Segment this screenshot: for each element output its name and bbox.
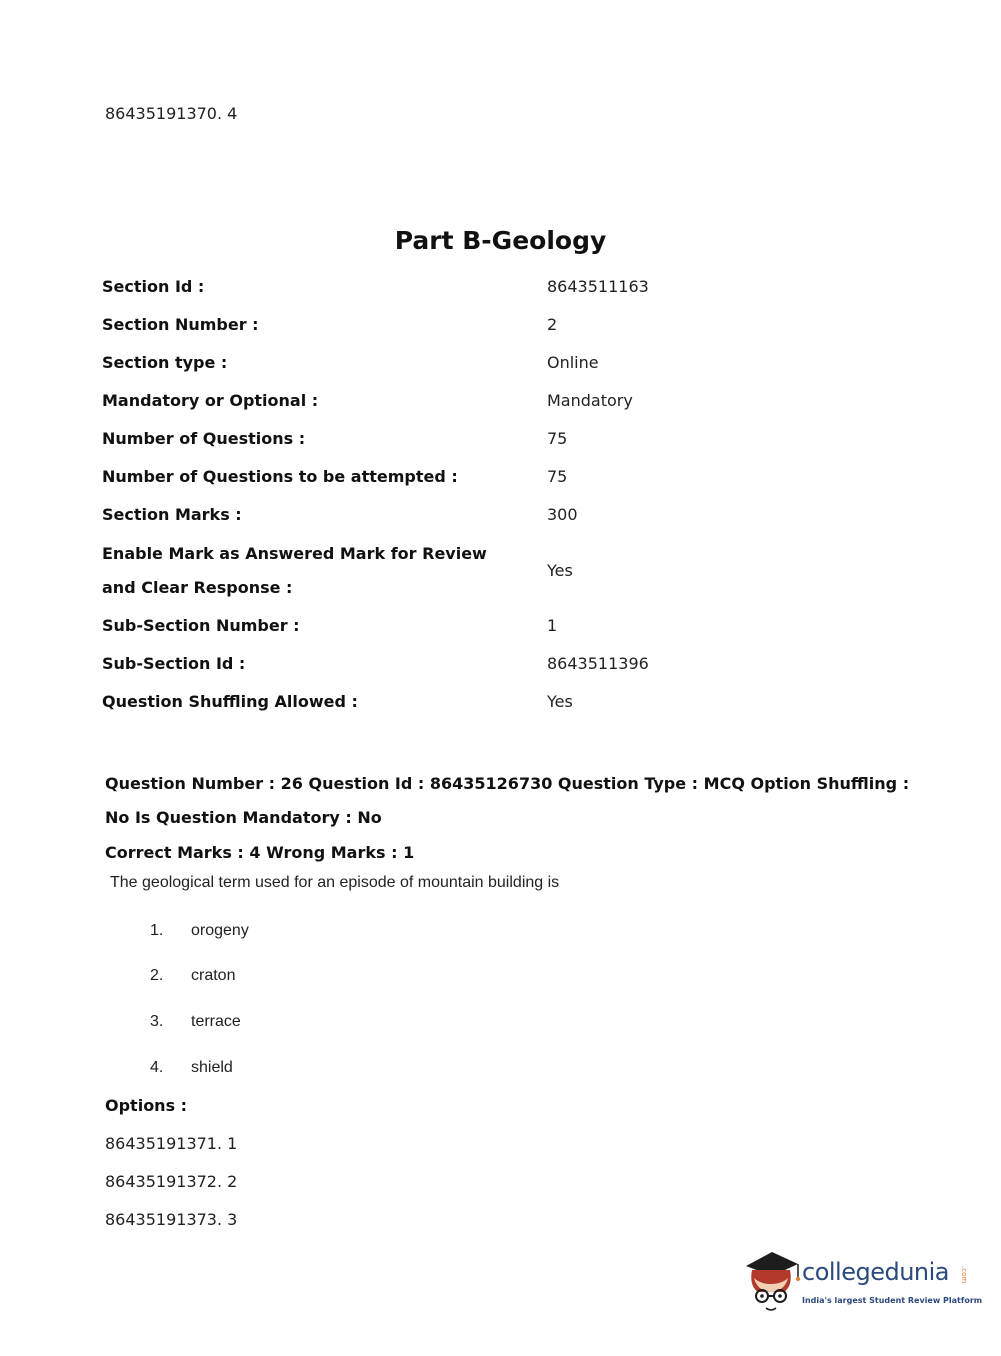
row-label: Sub-Section Number :: [102, 616, 300, 635]
row-value: 8643511163: [547, 277, 649, 296]
choice-text: orogeny: [191, 922, 249, 939]
choice-text: shield: [191, 1059, 233, 1076]
option-id: 86435191372. 2: [105, 1172, 238, 1191]
row-label: Mandatory or Optional :: [102, 391, 319, 410]
options-label: Options :: [105, 1096, 188, 1115]
row-value: Online: [547, 353, 599, 372]
row-value: 1: [547, 616, 558, 635]
choice-text: craton: [191, 967, 236, 984]
row-label: Section Number :: [102, 315, 259, 334]
choice-number: 2.: [150, 967, 164, 984]
logo-tagline: India's largest Student Review Platform: [802, 1296, 983, 1305]
part-title: Part B-Geology: [394, 226, 607, 255]
row-label: Number of Questions to be attempted :: [102, 467, 458, 486]
question-marks: Correct Marks : 4 Wrong Marks : 1: [105, 843, 415, 862]
option-id: 86435191373. 3: [105, 1210, 238, 1229]
row-value: Mandatory: [547, 391, 633, 410]
row-label: Section Marks :: [102, 505, 242, 524]
row-value: 2: [547, 315, 558, 334]
question-header: Question Number : 26 Question Id : 86435126730 Question Type : MCQ Option Shuffling : No Is Question Mandatory : No: [105, 774, 910, 827]
row-label: Question Shuffling Allowed :: [102, 692, 358, 711]
row-label: Section Id :: [102, 277, 205, 296]
row-value: Yes: [547, 692, 573, 711]
choice-number: 1.: [150, 922, 164, 939]
row-label: Enable Mark as Answered Mark for Review and Clear Response :: [102, 544, 487, 597]
row-value: 75: [547, 467, 568, 486]
top-option-id: 86435191370. 4: [105, 104, 238, 123]
row-value: 75: [547, 429, 568, 448]
row-value: 8643511396: [547, 654, 649, 673]
row-value: Yes: [547, 561, 573, 580]
row-label: Number of Questions :: [102, 429, 306, 448]
mascot-icon: [740, 1248, 802, 1318]
logo-wordmark: collegedunia: [802, 1258, 950, 1286]
row-label: Sub-Section Id :: [102, 654, 246, 673]
question-text: The geological term used for an episode of mountain building is: [110, 874, 560, 891]
choice-text: terrace: [191, 1013, 241, 1030]
row-label: Section type :: [102, 353, 228, 372]
choice-number: 4.: [150, 1059, 164, 1076]
row-value: 300: [547, 505, 578, 524]
logo-com: .com: [960, 1266, 968, 1284]
option-id: 86435191371. 1: [105, 1134, 238, 1153]
collegedunia-logo: [740, 1248, 983, 1318]
choice-number: 3.: [150, 1013, 164, 1030]
